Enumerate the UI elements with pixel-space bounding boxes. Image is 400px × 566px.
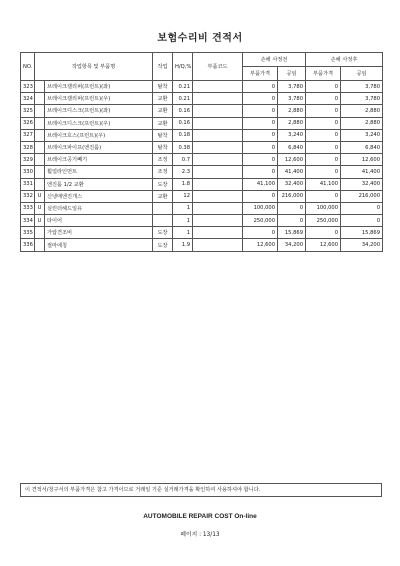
cell-after-labor: 2,880 (341, 105, 383, 117)
cell-hq: 0.21 (173, 93, 193, 105)
col-after: 손해 사정후 (306, 53, 383, 67)
cell-before-labor: 32,400 (278, 178, 306, 190)
cell-flag (35, 129, 45, 141)
cell-before-part: 0 (243, 166, 278, 178)
cell-after-labor: 34,200 (341, 239, 383, 251)
cell-work: 교환 (153, 117, 173, 129)
cell-hq: 0.18 (173, 129, 193, 141)
cell-name: 브레이크디스크(프런트)(좌) (45, 105, 153, 117)
table-row (21, 178, 383, 190)
table-row (21, 227, 383, 239)
cell-name: 브레이크파이프(엔진룸) (45, 141, 153, 153)
cell-name: 휠얼라인먼트 (45, 166, 153, 178)
cell-no: 323 (21, 81, 35, 93)
cell-hq: 0.16 (173, 105, 193, 117)
col-after-part: 부품가격 (306, 67, 341, 81)
cell-no: 330 (21, 166, 35, 178)
cell-before-labor: 6,840 (278, 141, 306, 153)
cell-before-labor: 0 (278, 202, 306, 214)
table-row (21, 190, 383, 202)
cell-flag (35, 154, 45, 166)
cell-code (193, 215, 243, 227)
col-hq: H/Q,% (173, 53, 193, 81)
cell-flag: U (35, 202, 45, 214)
cell-no: 327 (21, 129, 35, 141)
col-before: 손해 사정전 (243, 53, 306, 67)
cell-after-part: 250,000 (306, 215, 341, 227)
cell-before-labor: 3,240 (278, 129, 306, 141)
cell-after-part: 0 (306, 141, 341, 153)
cell-after-part: 0 (306, 105, 341, 117)
cell-flag (35, 227, 45, 239)
cell-flag (35, 239, 45, 251)
cell-before-part: 0 (243, 81, 278, 93)
cell-before-part: 100,000 (243, 202, 278, 214)
cell-work: 교환 (153, 93, 173, 105)
cell-no: 326 (21, 117, 35, 129)
cell-flag (35, 81, 45, 93)
cell-before-part: 12,600 (243, 239, 278, 251)
cell-name: 가압견조비 (45, 227, 153, 239)
cell-code (193, 154, 243, 166)
cell-after-part: 0 (306, 227, 341, 239)
estimate-table (20, 52, 383, 252)
cell-work: 교환 (153, 190, 173, 202)
cell-after-part: 0 (306, 190, 341, 202)
table-row (21, 215, 383, 227)
cell-hq: 0.21 (173, 81, 193, 93)
cell-after-part: 0 (306, 129, 341, 141)
cell-before-labor: 12,600 (278, 154, 306, 166)
cell-before-labor: 3,780 (278, 93, 306, 105)
cell-after-labor: 0 (341, 215, 383, 227)
cell-name: 신냉매엔진개스 (45, 190, 153, 202)
cell-flag (35, 166, 45, 178)
page-number: 페이지 : 13/13 (180, 532, 220, 538)
cell-hq: 0.7 (173, 154, 193, 166)
cell-before-part: 0 (243, 141, 278, 153)
cell-after-labor: 41,400 (341, 166, 383, 178)
col-item: 작업항목 및 부품명 (35, 53, 153, 81)
cell-work: 도장 (153, 178, 173, 190)
cell-name: 타이어 (45, 215, 153, 227)
cell-work: 탈착 (153, 129, 173, 141)
cell-name: 브레이크공기빼기 (45, 154, 153, 166)
col-before-labor: 공임 (278, 67, 306, 81)
cell-after-labor: 3,780 (341, 81, 383, 93)
cell-no: 335 (21, 227, 35, 239)
table-row (21, 81, 383, 93)
cell-work: 탈착 (153, 81, 173, 93)
cell-hq: 1 (173, 227, 193, 239)
cell-flag (35, 117, 45, 129)
cell-before-labor: 3,780 (278, 81, 306, 93)
col-after-labor: 공임 (341, 67, 383, 81)
cell-flag: U (35, 215, 45, 227)
cell-no: 325 (21, 105, 35, 117)
cell-before-part: 0 (243, 190, 278, 202)
cell-code (193, 166, 243, 178)
cell-name: 실린더헤드일유 (45, 202, 153, 214)
cell-before-part: 0 (243, 105, 278, 117)
cell-before-part: 0 (243, 117, 278, 129)
cell-before-part: 0 (243, 129, 278, 141)
cell-hq: 12 (173, 190, 193, 202)
cell-code (193, 178, 243, 190)
cell-work: 조정 (153, 166, 173, 178)
cell-after-labor: 3,240 (341, 129, 383, 141)
cell-after-part: 0 (306, 81, 341, 93)
cell-no: 334 (21, 215, 35, 227)
cell-after-labor: 216,000 (341, 190, 383, 202)
cell-no: 328 (21, 141, 35, 153)
cell-name: 엔진룸 1/2 교환 (45, 178, 153, 190)
cell-after-labor: 32,400 (341, 178, 383, 190)
cell-hq: 1.8 (173, 178, 193, 190)
cell-hq: 0.16 (173, 117, 193, 129)
cell-work (153, 202, 173, 214)
table-row (21, 202, 383, 214)
cell-work: 도장 (153, 227, 173, 239)
cell-flag (35, 178, 45, 190)
cell-hq: 1 (173, 215, 193, 227)
cell-before-labor: 2,880 (278, 117, 306, 129)
cell-before-labor: 216,000 (278, 190, 306, 202)
table-row (21, 141, 383, 153)
cell-no: 329 (21, 154, 35, 166)
cell-after-part: 0 (306, 93, 341, 105)
cell-no: 324 (21, 93, 35, 105)
cell-after-part: 0 (306, 117, 341, 129)
cell-no: 331 (21, 178, 35, 190)
disclaimer-note: 이 견적서/청구서의 부품가격은 참고 가격이므로 거래일 기준 실거래가격을 확인하여 사용하셔야 합니다. (20, 483, 382, 497)
cell-before-labor: 2,880 (278, 105, 306, 117)
cell-work: 탈착 (153, 141, 173, 153)
cell-before-part: 41,100 (243, 178, 278, 190)
cell-code (193, 239, 243, 251)
cell-flag (35, 105, 45, 117)
cell-code (193, 93, 243, 105)
cell-work: 교환 (153, 105, 173, 117)
cell-code (193, 202, 243, 214)
cell-name: 브레이크호스(프런트)(우) (45, 129, 153, 141)
cell-hq: 2.3 (173, 166, 193, 178)
table-row (21, 117, 383, 129)
col-work: 작업 (153, 53, 173, 81)
cell-before-labor: 0 (278, 215, 306, 227)
cell-work: 도장 (153, 239, 173, 251)
table-row (21, 105, 383, 117)
cell-after-labor: 0 (341, 202, 383, 214)
col-no: NO. (21, 53, 35, 81)
estimate-rows (21, 81, 383, 252)
cell-after-labor: 2,880 (341, 117, 383, 129)
cell-flag (35, 141, 45, 153)
document-title: 보험수리비 견적서 (157, 33, 243, 44)
cell-name: 브레이크캘리퍼(프런트)(좌) (45, 81, 153, 93)
header-row-1 (21, 53, 383, 67)
table-row (21, 93, 383, 105)
cell-hq: 1.9 (173, 239, 193, 251)
cell-after-part: 12,600 (306, 239, 341, 251)
cell-before-labor: 34,200 (278, 239, 306, 251)
cell-before-part: 0 (243, 93, 278, 105)
cell-code (193, 190, 243, 202)
cell-code (193, 105, 243, 117)
table-row (21, 239, 383, 251)
cell-before-part: 0 (243, 154, 278, 166)
cell-name: 절마에칭 (45, 239, 153, 251)
cell-before-labor: 41,400 (278, 166, 306, 178)
cell-no: 333 (21, 202, 35, 214)
col-before-part: 부품가격 (243, 67, 278, 81)
cell-hq: 0.38 (173, 141, 193, 153)
cell-work: 조정 (153, 154, 173, 166)
cell-code (193, 81, 243, 93)
cell-no: 336 (21, 239, 35, 251)
cell-code (193, 117, 243, 129)
cell-after-labor: 6,840 (341, 141, 383, 153)
cell-flag: U (35, 190, 45, 202)
cell-name: 브레이크캘리퍼(프런트)(우) (45, 93, 153, 105)
cell-after-part: 0 (306, 154, 341, 166)
cell-work (153, 215, 173, 227)
cell-before-part: 250,000 (243, 215, 278, 227)
cell-after-part: 41,100 (306, 178, 341, 190)
cell-before-part: 0 (243, 227, 278, 239)
cell-hq: 1 (173, 202, 193, 214)
cell-flag (35, 93, 45, 105)
cell-code (193, 141, 243, 153)
cell-code (193, 227, 243, 239)
footer-brand: AUTOMOBILE REPAIR COST On-line (143, 513, 257, 520)
cell-no: 332 (21, 190, 35, 202)
cell-after-labor: 3,780 (341, 93, 383, 105)
cell-before-labor: 15,869 (278, 227, 306, 239)
cell-after-part: 100,000 (306, 202, 341, 214)
table-row (21, 154, 383, 166)
table-row (21, 129, 383, 141)
col-code: 부품코드 (193, 53, 243, 81)
table-row (21, 166, 383, 178)
cell-after-labor: 12,600 (341, 154, 383, 166)
cell-after-part: 0 (306, 166, 341, 178)
cell-after-labor: 15,869 (341, 227, 383, 239)
cell-code (193, 129, 243, 141)
cell-name: 브레이크디스크(프런트)(우) (45, 117, 153, 129)
